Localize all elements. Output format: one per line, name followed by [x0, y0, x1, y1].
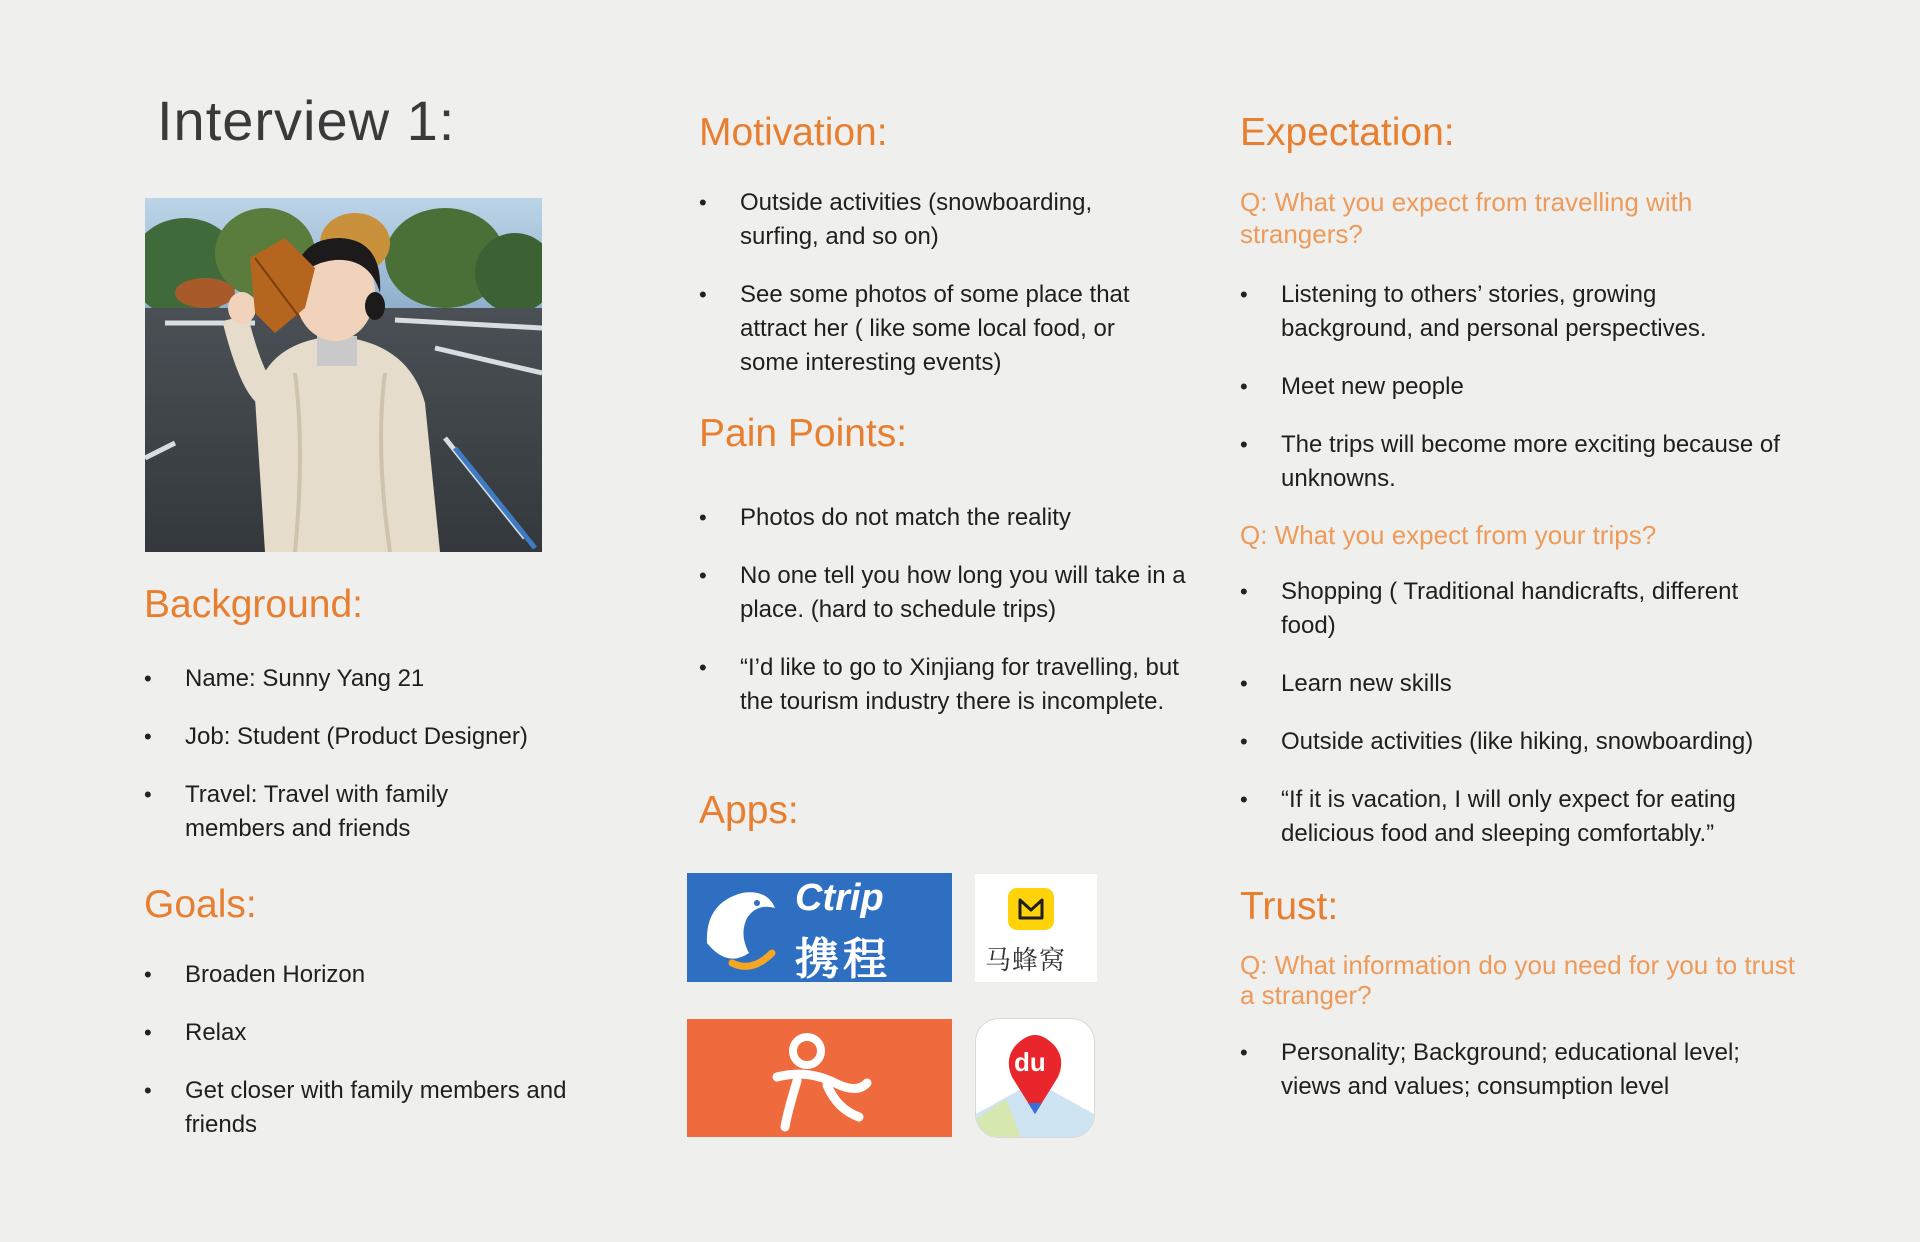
background-list [144, 662, 584, 846]
list-item: • See some photos of some place that attract her ( like some local food, or some interesting events) [699, 278, 1170, 380]
motivation-heading: Motivation: [699, 111, 888, 154]
expectation-question-1: Q: What you expect from travelling with strangers? [1240, 187, 1693, 249]
background-heading: Background: [144, 583, 363, 626]
list-item: • Listening to others’ stories, growing background, and personal perspectives. [1240, 278, 1751, 346]
trust-question: Q: What information do you need for you to trust a stranger? [1240, 950, 1795, 1010]
list-item: • The trips will become more exciting because of unknowns. [1240, 428, 1811, 496]
portrait-image [145, 198, 542, 552]
list-item: • Meet new people [1240, 370, 1800, 404]
ctrip-logo [687, 873, 952, 982]
list-item: • Personality; Background; educational level; views and values; consumption level [1240, 1036, 1791, 1104]
list-item: • Job: Student (Product Designer) [144, 720, 584, 754]
pain-points-list [699, 501, 1199, 719]
list-item: • Outside activities (like hiking, snowboarding) [1240, 725, 1800, 759]
qunar-runner-icon [687, 1019, 952, 1137]
trust-list [1240, 1036, 1800, 1104]
ctrip-wordmark: Ctrip [795, 877, 884, 919]
list-item: • Shopping ( Traditional handicrafts, different food) [1240, 575, 1781, 643]
mafengwo-icon [1008, 888, 1054, 930]
expectation-question-2: Q: What you expect from your trips? [1240, 520, 1657, 550]
list-item: • Outside activities (snowboarding, surfing, and so on) [699, 186, 1150, 254]
goals-list [144, 958, 584, 1142]
pain-points-heading: Pain Points: [699, 412, 908, 455]
baidu-du-label: du [1014, 1047, 1046, 1077]
list-item: • Broaden Horizon [144, 958, 584, 992]
list-item: • “I’d like to go to Xinjiang for travelling, but the tourism industry there is incomplete. [699, 651, 1200, 719]
list-item: • No one tell you how long you will take in a place. (hard to schedule trips) [699, 559, 1190, 627]
expectation-list-1 [1240, 278, 1800, 496]
list-item: • Relax [144, 1016, 584, 1050]
ctrip-chinese-name: 携程 [795, 934, 891, 982]
expectation-list-2 [1240, 575, 1800, 851]
expectation-heading: Expectation: [1240, 111, 1455, 154]
trust-heading: Trust: [1240, 885, 1339, 928]
interviewee-photo [145, 198, 542, 552]
map-pin-icon [976, 1019, 1094, 1137]
mafengwo-chinese-name: 马蜂窝 [985, 946, 1067, 976]
list-item: • Get closer with family members and friends [144, 1074, 585, 1142]
apps-heading: Apps: [699, 789, 799, 832]
motivation-list [699, 186, 1199, 380]
list-item: • Photos do not match the reality [699, 501, 1199, 535]
list-item: • Name: Sunny Yang 21 [144, 662, 584, 696]
baidu-maps-logo [975, 1018, 1095, 1138]
qunar-logo [687, 1019, 952, 1137]
list-item: • “If it is vacation, I will only expect for eating delicious food and sleeping comfortably.” [1240, 783, 1791, 851]
list-item: • Travel: Travel with family members and friends [144, 778, 515, 846]
mafengwo-logo [975, 874, 1097, 982]
goals-heading: Goals: [144, 883, 257, 926]
page-title: Interview 1: [157, 89, 456, 152]
list-item: • Learn new skills [1240, 667, 1800, 701]
